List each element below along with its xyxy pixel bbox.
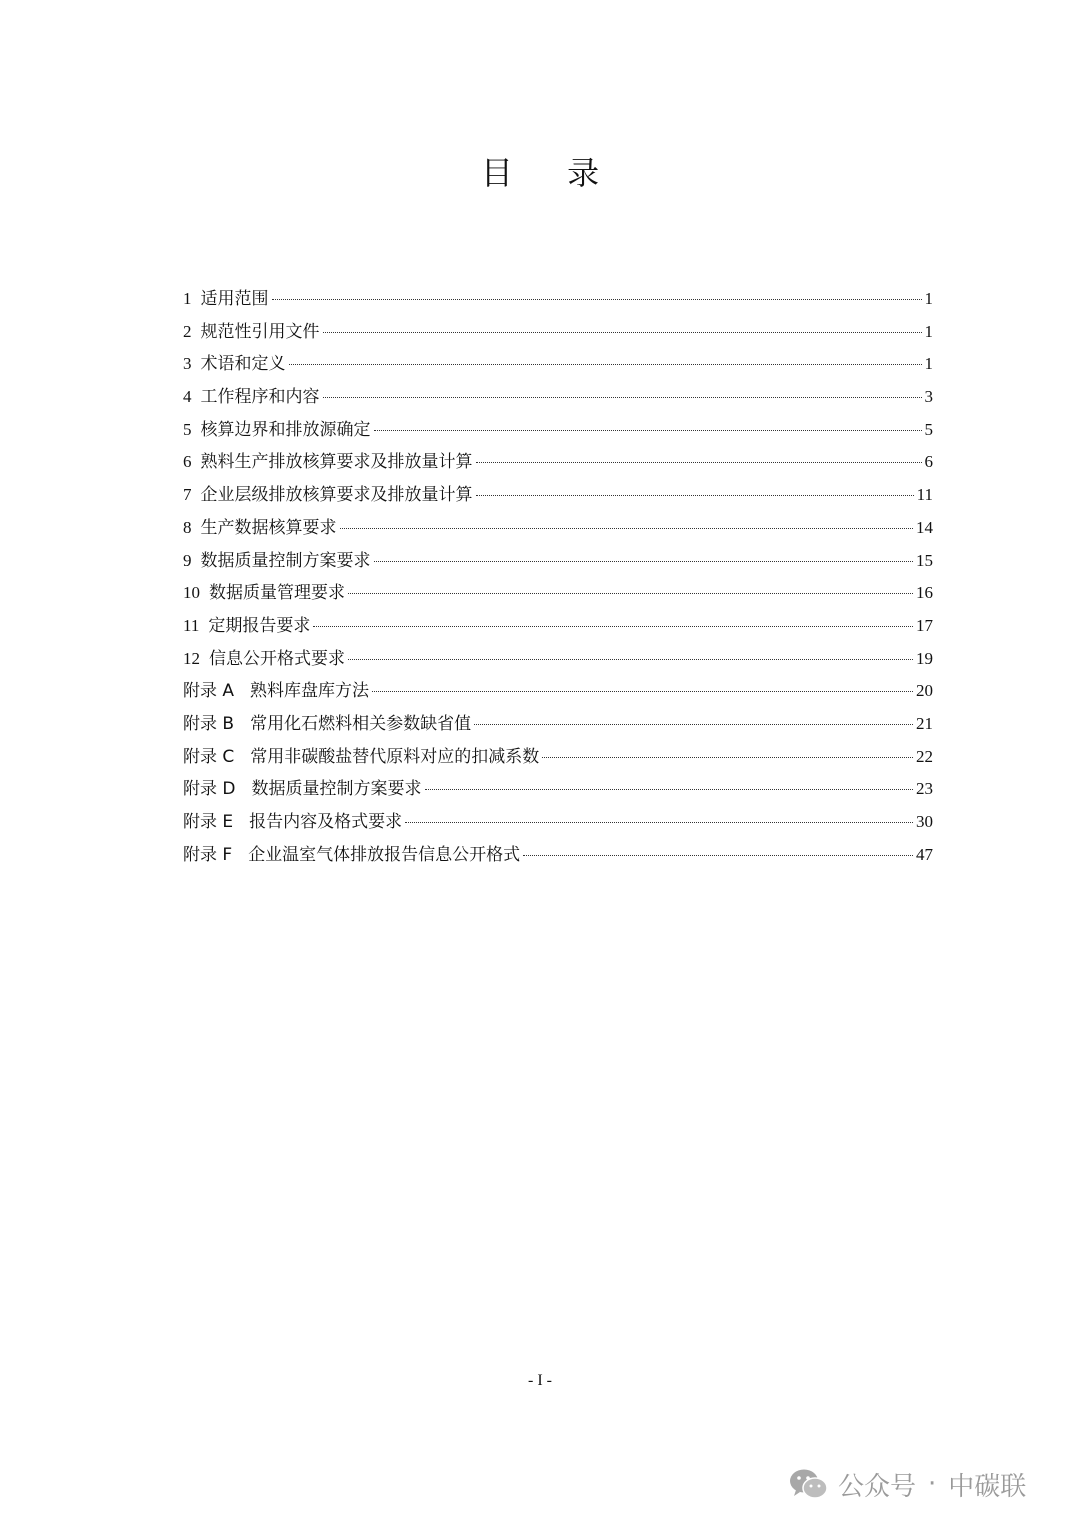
toc-entry[interactable] <box>183 349 933 382</box>
toc-entry-page: 16 <box>916 583 933 603</box>
toc-title-char-1: 目 <box>480 154 513 192</box>
toc-entry[interactable] <box>183 611 933 644</box>
toc-entry-number: 5 <box>183 419 192 439</box>
toc-entry-page: 1 <box>924 354 933 374</box>
toc-entry[interactable] <box>183 807 933 840</box>
watermark <box>788 1462 1026 1506</box>
toc-entry-label: 数据质量控制方案要求 <box>200 550 371 571</box>
toc-entry-number: 附录 F <box>183 844 233 865</box>
toc-entry-label: 熟料库盘库方法 <box>250 681 370 702</box>
toc-entry-page: 23 <box>916 779 933 799</box>
toc-entry-number: 11 <box>183 615 200 635</box>
toc-entry[interactable] <box>183 774 933 807</box>
toc-dot-leader <box>474 724 913 725</box>
watermark-separator: · <box>928 1469 937 1499</box>
toc-entry[interactable] <box>183 709 933 742</box>
toc-entry-label: 数据质量控制方案要求 <box>251 779 422 800</box>
toc-entry-number: 附录 E <box>183 812 234 832</box>
toc-entry-number: 3 <box>183 354 192 374</box>
toc-entry[interactable] <box>183 415 933 448</box>
toc-dot-leader <box>348 659 913 660</box>
toc-dot-leader <box>374 561 914 562</box>
toc-entry-label: 报告内容及格式要求 <box>249 812 403 832</box>
toc-entry[interactable] <box>183 513 933 546</box>
toc-entry-page: 5 <box>924 419 933 439</box>
toc-entry-number: 附录 C <box>183 746 235 767</box>
toc-entry-label: 信息公开格式要求 <box>209 648 345 669</box>
toc-entry-label: 工作程序和内容 <box>200 387 320 408</box>
toc-entry-number: 附录 A <box>183 681 235 702</box>
toc-dot-leader <box>323 397 922 398</box>
page-number: - I - <box>528 1372 552 1389</box>
toc-entry-page: 19 <box>916 648 933 668</box>
toc-entry[interactable] <box>183 480 933 513</box>
wechat-icon <box>788 1467 830 1501</box>
toc-dot-leader <box>542 757 913 758</box>
toc-entry[interactable] <box>183 578 933 611</box>
toc-entry[interactable] <box>183 317 933 350</box>
toc-dot-leader <box>425 789 914 790</box>
toc-entry-page: 15 <box>916 550 933 570</box>
table-of-contents <box>183 284 933 872</box>
toc-entry[interactable] <box>183 447 933 480</box>
toc-entry-page: 11 <box>916 485 933 505</box>
toc-entry-label: 核算边界和排放源确定 <box>200 419 371 440</box>
watermark-label: 公众号 <box>838 1471 917 1502</box>
toc-title <box>0 148 1080 194</box>
toc-entry-number: 4 <box>183 387 192 407</box>
toc-entry-label: 定期报告要求 <box>208 615 311 636</box>
toc-dot-leader <box>340 528 914 529</box>
toc-entry-page: 22 <box>916 746 933 766</box>
toc-entry[interactable] <box>183 840 933 873</box>
toc-entry-page: 17 <box>916 615 933 635</box>
toc-entry-page: 14 <box>916 517 933 537</box>
toc-entry-page: 47 <box>916 844 933 864</box>
toc-entry-label: 规范性引用文件 <box>200 321 320 342</box>
toc-dot-leader <box>313 626 913 627</box>
toc-entry-number: 12 <box>183 648 200 668</box>
toc-entry-number: 8 <box>183 517 192 537</box>
toc-entry-page: 6 <box>924 452 933 472</box>
toc-entry[interactable] <box>183 742 933 775</box>
toc-entry-number: 7 <box>183 485 192 505</box>
toc-entry-page: 3 <box>924 387 933 407</box>
toc-entry-label: 企业层级排放核算要求及排放量计算 <box>200 485 473 506</box>
toc-dot-leader <box>289 364 922 365</box>
toc-entry-number: 2 <box>183 321 192 341</box>
toc-dot-leader <box>523 855 913 856</box>
toc-entry-label: 生产数据核算要求 <box>200 517 337 538</box>
toc-dot-leader <box>374 430 922 431</box>
toc-entry-label: 适用范围 <box>200 289 269 309</box>
toc-dot-leader <box>323 332 922 333</box>
toc-entry-label: 熟料生产排放核算要求及排放量计算 <box>200 452 473 473</box>
toc-entry-page: 1 <box>924 289 933 308</box>
toc-title-char-2: 录 <box>567 154 600 192</box>
toc-dot-leader <box>476 462 922 463</box>
toc-entry-number: 附录 B <box>183 713 235 734</box>
toc-entry-number: 10 <box>183 583 200 603</box>
toc-entry[interactable] <box>183 284 933 317</box>
toc-entry-label: 常用非碳酸盐替代原料对应的扣减系数 <box>250 746 540 767</box>
toc-entry-page: 1 <box>924 321 933 341</box>
toc-entry[interactable] <box>183 546 933 579</box>
toc-entry[interactable] <box>183 382 933 415</box>
toc-dot-leader <box>348 593 913 594</box>
toc-entry-label: 数据质量管理要求 <box>209 583 345 604</box>
toc-entry-page: 30 <box>916 812 933 831</box>
toc-dot-leader <box>372 691 913 692</box>
toc-dot-leader <box>272 299 922 300</box>
toc-entry-label: 常用化石燃料相关参数缺省值 <box>250 713 472 734</box>
toc-entry-page: 21 <box>916 713 933 733</box>
toc-entry-number: 附录 D <box>183 779 236 800</box>
toc-entry[interactable] <box>183 676 933 709</box>
toc-entry[interactable] <box>183 644 933 677</box>
toc-entry-number: 6 <box>183 452 192 472</box>
watermark-account: 中碳联 <box>948 1471 1027 1502</box>
toc-dot-leader <box>405 822 913 823</box>
toc-entry-number: 1 <box>183 289 192 308</box>
toc-entry-label: 企业温室气体排放报告信息公开格式 <box>248 844 521 865</box>
toc-dot-leader <box>476 495 914 496</box>
toc-entry-label: 术语和定义 <box>200 354 286 375</box>
toc-entry-number: 9 <box>183 550 192 570</box>
toc-entry-page: 20 <box>916 681 933 701</box>
